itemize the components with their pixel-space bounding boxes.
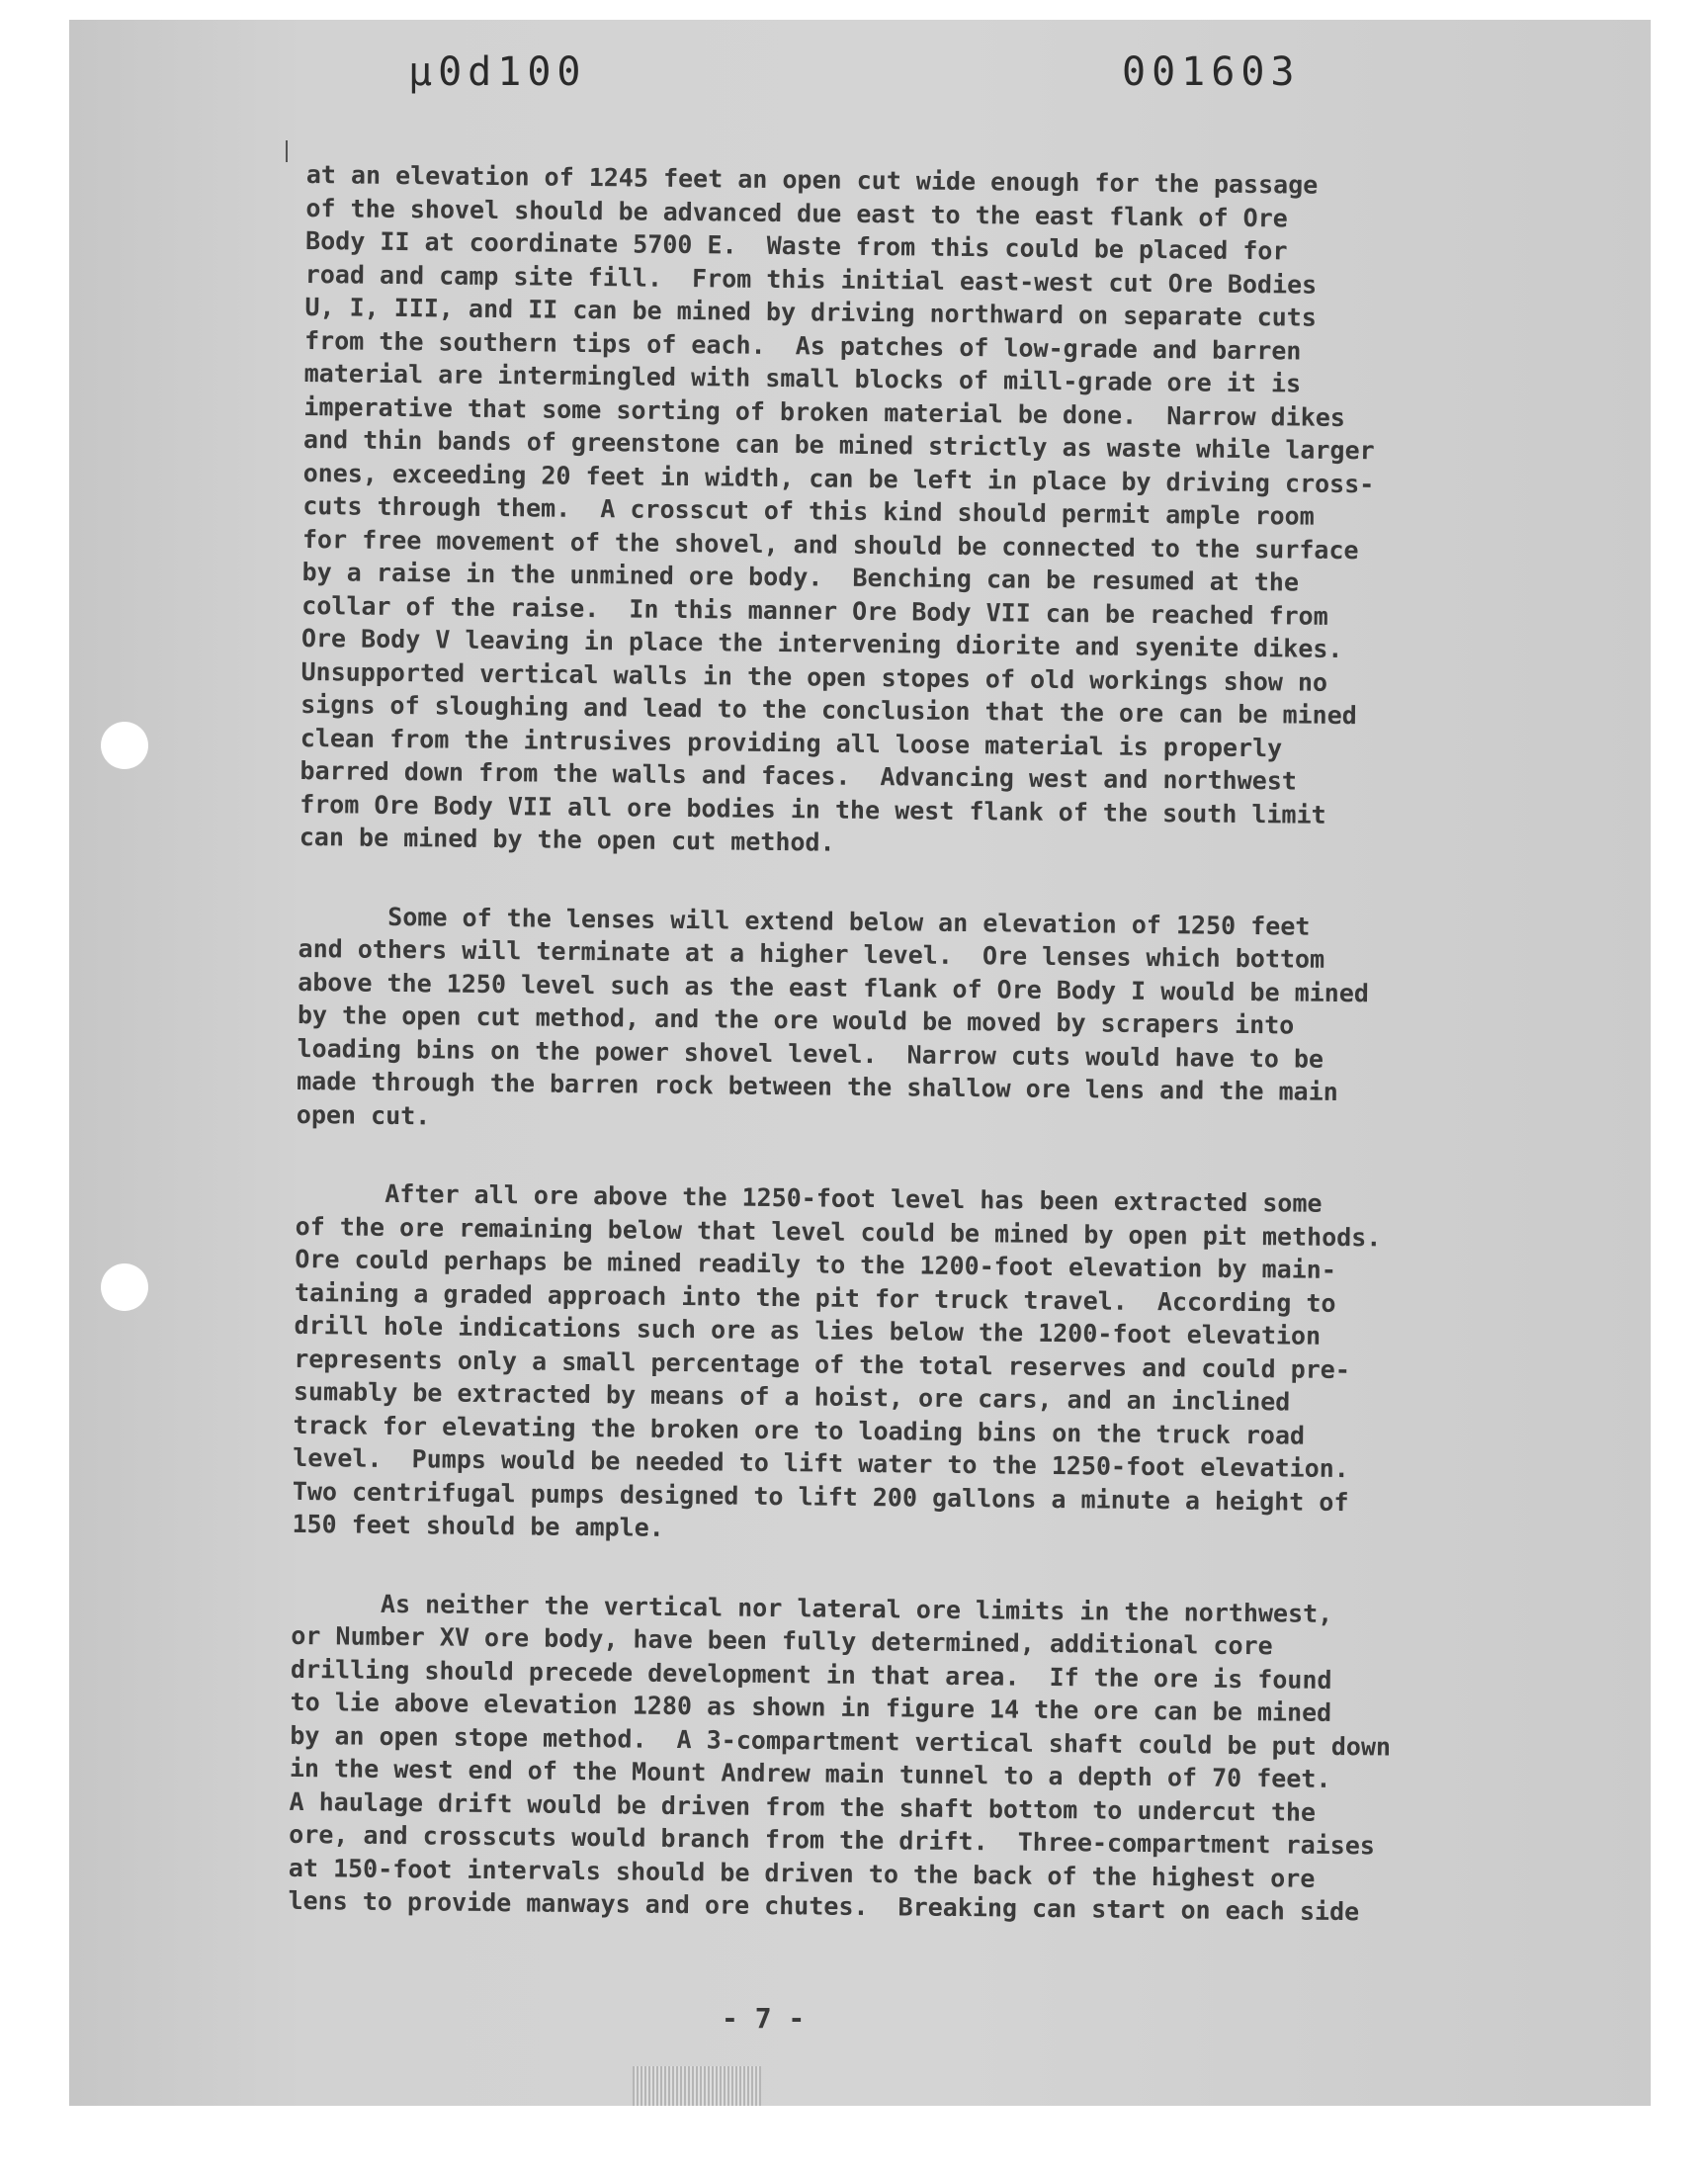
page-number: - 7 - [722, 2002, 806, 2035]
document-stamp-right: 001603 [1122, 49, 1301, 95]
punch-hole [101, 1263, 148, 1311]
scan-artifact [633, 2066, 761, 2106]
paragraph: at an elevation of 1245 feet an open cut wide enough for the passage of the shovel should be advanced due east to the east flank of Ore Body II at coordinate 5700 E. Waste from this could be placed for road and camp site fill. From this initial east-west cut Ore Bodies U, I, III, and II can be mined by driving northward on separate cuts from the southern tips of each. As patches of low-grade and barren material are intermingled with small blocks of mill-grade ore it is imperative that some sorting of broken material be done. Narrow dikes and thin bands of greenstone can be mined strictly as waste while larger ones, exceeding 20 feet in width, can be left in place by driving cross- cuts through them. A crosscut of this kind should permit ample room for free movement of the shovel, and should be connected to the surface by a raise in the unmined ore body. Benching can be resumed at the collar of the raise. In this manner Ore Body VII can be reached from Ore Body V leaving in place the intervening diorite and syenite dikes. Unsupported vertical walls in the open stopes of old workings show no signs of sloughing and lead to the conclusion that the ore can be mined clean from the intrusives providing all loose material is properly barred down from the walls and faces. Advancing west and northwest from Ore Body VII all ore bodies in the west flank of the south limit can be mined by the open cut method. [299, 159, 1375, 857]
paragraph: Some of the lenses will extend below an elevation of 1250 feet and others will terminate at a higher level. Ore lenses which bottom above the 1250 level such as the east flank of Ore Body I would be mined by the open cut method, and the ore would be moved by scrapers into loading bins on the power shovel level. Narrow cuts would have to be made through the barren rock between the shallow ore lens and the main open cut. [296, 901, 1370, 1130]
body-text [288, 158, 1591, 1976]
paragraph: After all ore above the 1250-foot level has been extracted some of the ore remaining below that level could be mined by open pit methods. Ore could perhaps be mined readily to the 1200-foot elevation by main- taining a graded approach into the pit for truck travel. According to drill hole indications such ore as lies below the 1200-foot elevation represents only a small percentage of the total reserves and could pre- sumably be extracted by means of a hoist, ore cars, and an inclined track for elevating the broken ore to loading bins on the truck road level. Pumps would be needed to lift water to the 1250-foot elevation. Two centrifugal pumps designed to lift 200 gallons a minute a height of 150 feet should be ample. [292, 1177, 1382, 1542]
punch-hole [101, 722, 148, 769]
paragraph: As neither the vertical nor lateral ore limits in the northwest, or Number XV ore body, have been fully determined, additional core drilling should precede development in that area. If the ore is found to lie above elevation 1280 as shown in figure 14 the ore can be mined by an open stope method. A 3-compartment vertical shaft could be put down in the west end of the Mount Andrew main tunnel to a depth of 70 feet. A haulage drift would be driven from the shaft bottom to undercut the ore, and crosscuts would branch from the drift. Three-compartment raises at 150-foot intervals should be driven to the back of the highest ore lens to provide manways and ore chutes. Breaking can start on each side [288, 1588, 1392, 1927]
document-stamp-left: µ0d100 [408, 49, 587, 95]
document-page [69, 20, 1651, 2106]
margin-mark [286, 140, 288, 162]
